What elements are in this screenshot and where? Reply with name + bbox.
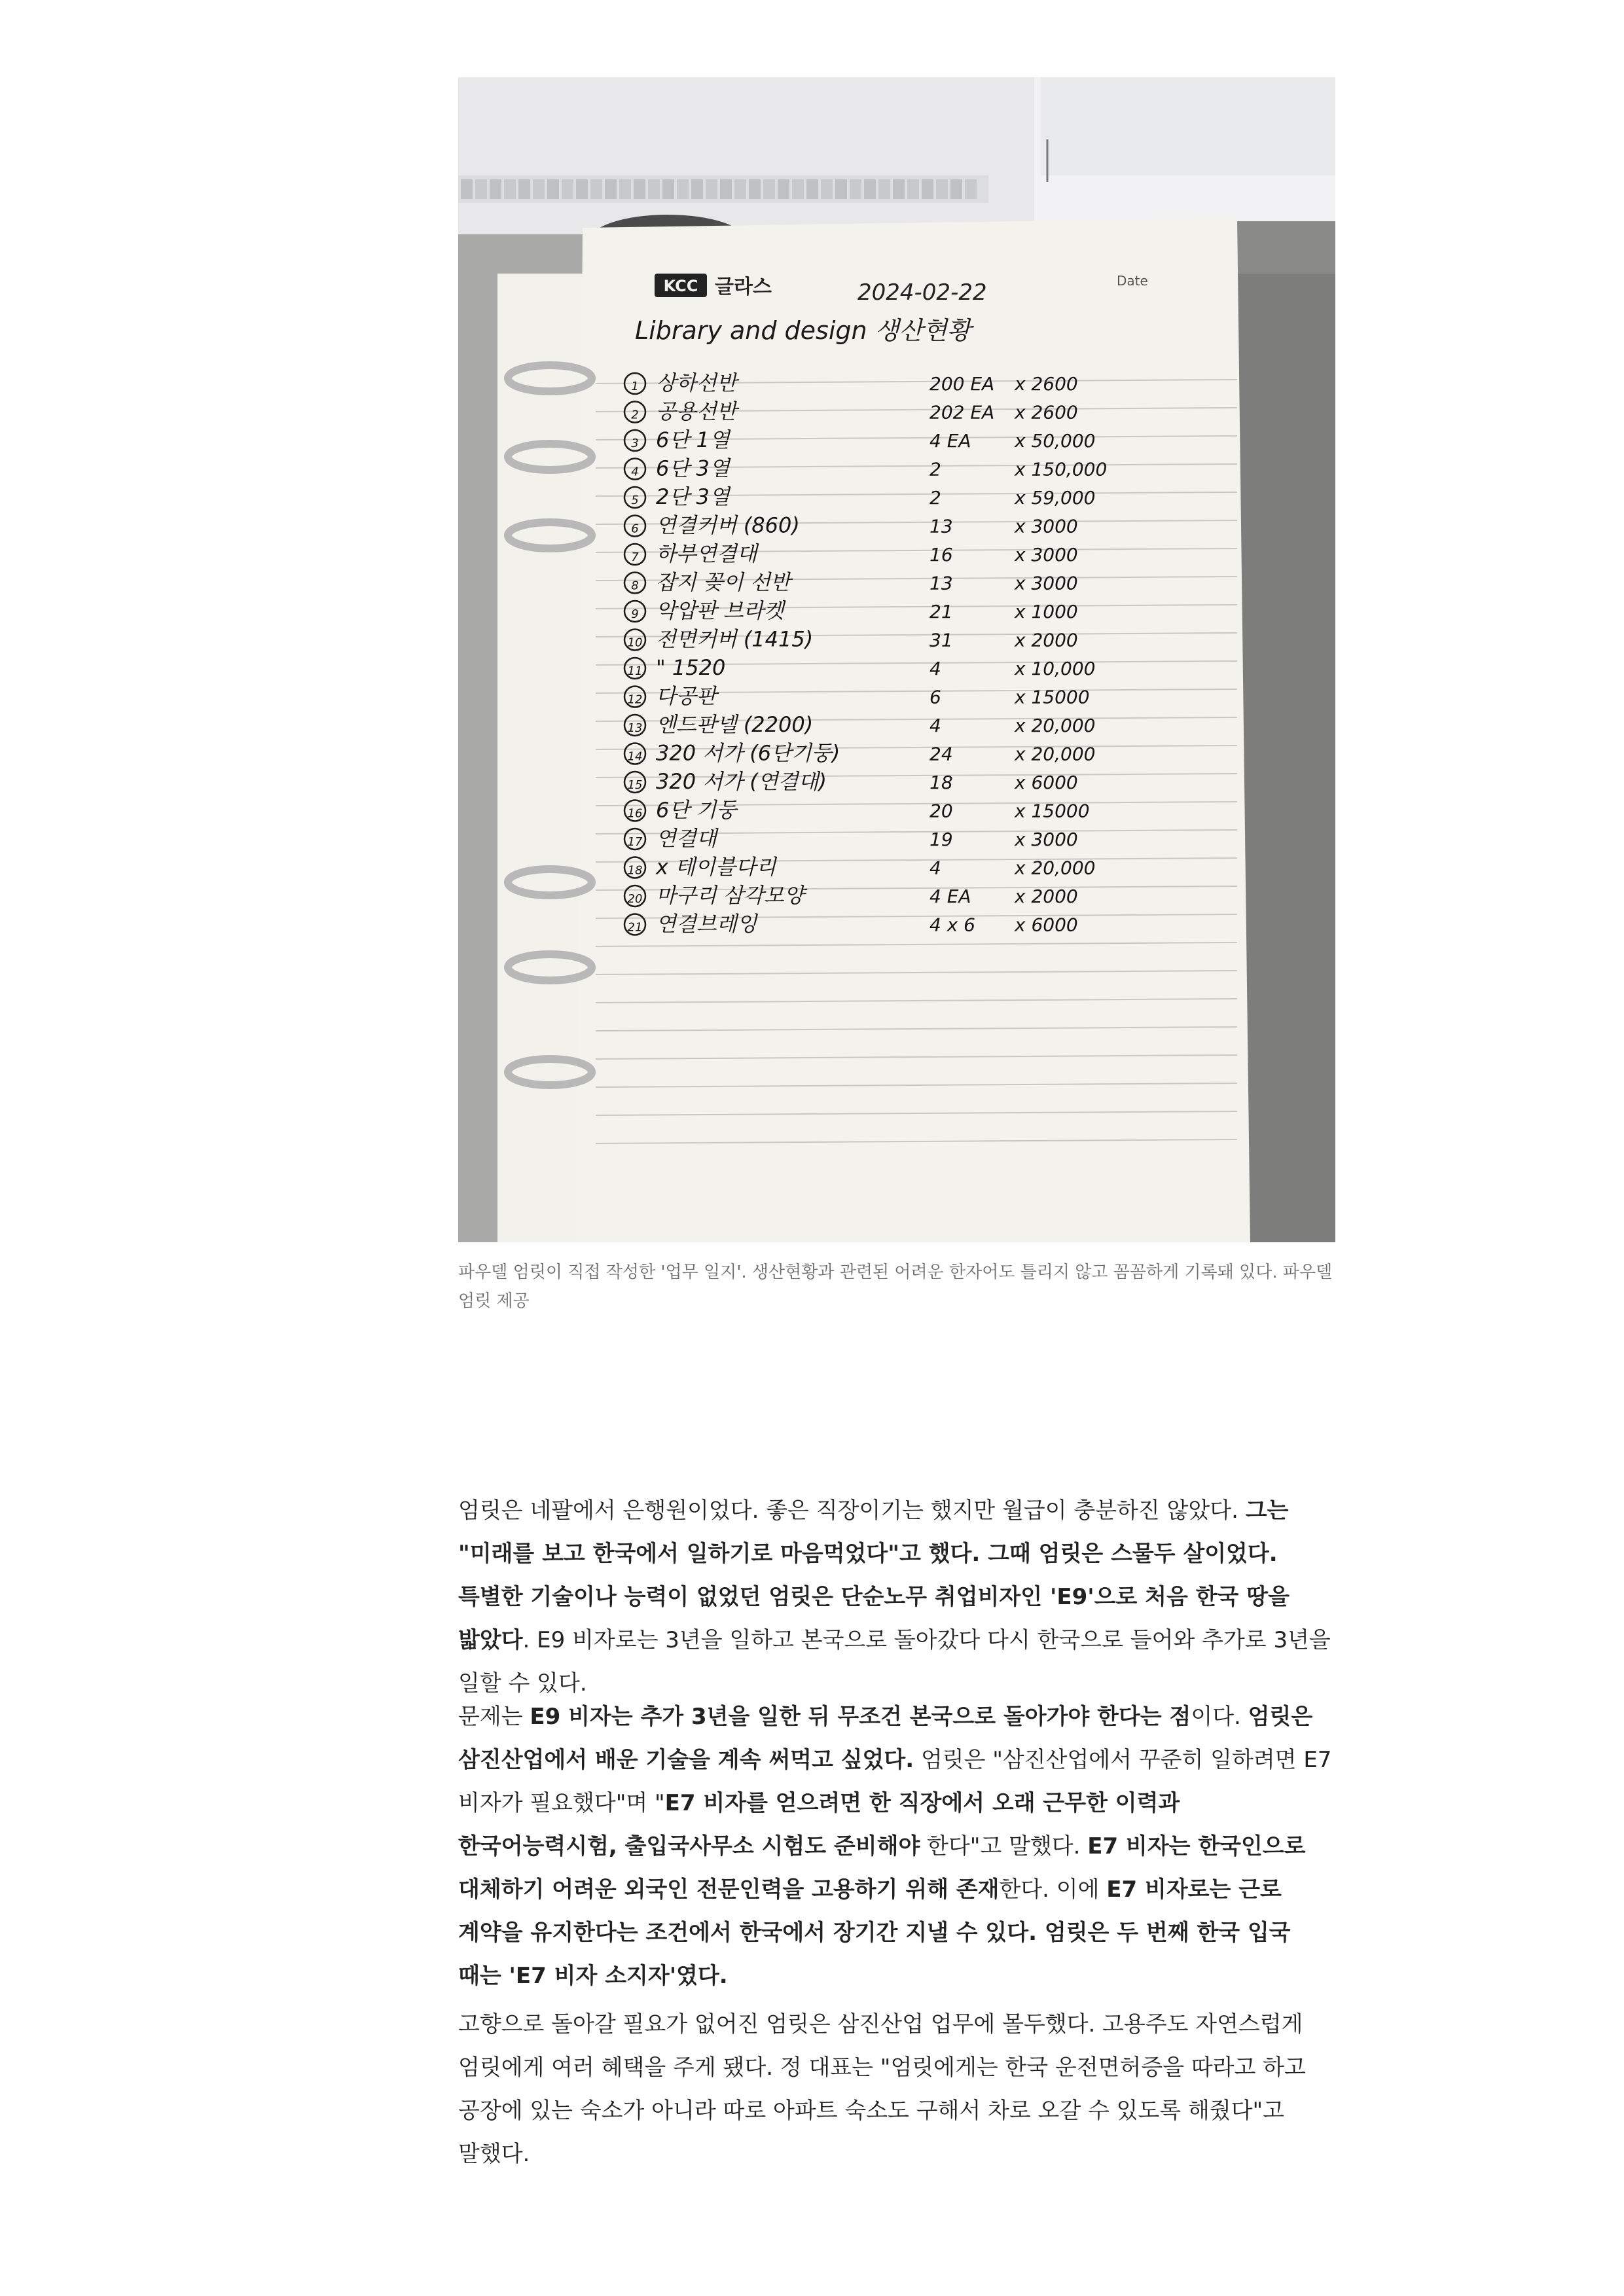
strip-cell [605, 179, 617, 199]
handwritten-price: x 6000 [1015, 772, 1078, 793]
handwritten-item: 전면커버 (1415) [656, 626, 814, 652]
strip-cell [533, 179, 545, 199]
handwritten-price: x 2000 [1015, 629, 1078, 651]
strip-cell [907, 179, 919, 199]
strip-cell [518, 179, 530, 199]
handwritten-price: x 10,000 [1015, 658, 1096, 679]
handwritten-item: 잡지 꽂이 선반 [656, 569, 791, 595]
p2-run: 이다. [1191, 1704, 1248, 1730]
handwritten-item: x 테이블다리 [656, 854, 776, 880]
handwritten-no: 11 [627, 664, 643, 678]
handwritten-price: x 20,000 [1015, 857, 1096, 879]
handwritten-no: 7 [631, 550, 639, 564]
strip-cell [461, 179, 473, 199]
p2-run: 문제는 [458, 1704, 530, 1730]
handwritten-price: x 15000 [1015, 686, 1090, 708]
handwritten-qty: 18 [929, 772, 953, 793]
strip-cell [706, 179, 717, 199]
handwritten-no: 2 [631, 408, 639, 422]
strip-cell [835, 179, 847, 199]
p2-run: E7 비자를 얻으려면 한 직장에서 오래 근무한 이력과 한국어능력시험, 출입국사무소 시험도 준비해야 [458, 1790, 1180, 1859]
handwritten-no: 16 [627, 806, 643, 821]
handwritten-price: x 20,000 [1015, 715, 1096, 736]
handwritten-qty: 19 [929, 829, 953, 850]
p2-run: 한다. 이에 [999, 1876, 1107, 1903]
handwritten-item: 악압판 브라켓 [656, 598, 784, 623]
strip-cell [691, 179, 703, 199]
handwritten-item: 320 서가 (연결대) [656, 769, 827, 794]
handwritten-item: 연결브레잉 [656, 911, 757, 937]
p1-run: . E9 비자로는 3년을 일하고 본국으로 돌아갔다 다시 한국으로 들어와 추가로 3년을 일할 수 있다. [458, 1627, 1331, 1696]
handwritten-price: x 3000 [1015, 515, 1078, 537]
handwritten-qty: 4 [929, 715, 941, 736]
handwritten-price: x 3000 [1015, 572, 1078, 594]
handwritten-no: 9 [631, 607, 639, 621]
strip-cell [504, 179, 516, 199]
handwritten-price: x 3000 [1015, 829, 1078, 850]
left-page [497, 274, 589, 1242]
handwritten-qty: 21 [929, 601, 953, 622]
strip-cell [778, 179, 789, 199]
strip-cell [850, 179, 861, 199]
handwritten-no: 3 [631, 437, 639, 450]
handwritten-no: 1 [631, 380, 639, 393]
kcc-logo-text: KCC [663, 277, 698, 295]
handwritten-no: 12 [627, 692, 643, 707]
p2-run: E7 비자로는 근로 계약을 유지한다는 조건에서 한국에서 장기간 지낼 수 있다. 엄릿은 두 번째 한국 입국 때는 'E7 비자 소지자'였다. [458, 1876, 1291, 1989]
strip-cell [634, 179, 645, 199]
strip-cell [950, 179, 962, 199]
strip-cell [576, 179, 588, 199]
handwritten-qty: 4 EA [929, 886, 971, 907]
handwritten-item: 6단 기둥 [656, 797, 737, 823]
handwritten-qty: 2 [929, 458, 941, 480]
handwritten-price: x 2000 [1015, 886, 1078, 907]
handwritten-price: x 2600 [1015, 401, 1078, 423]
handwritten-item: 하부연결대 [656, 541, 757, 566]
handwritten-qty: 6 [929, 686, 941, 708]
handwritten-item: 320 서가 (6단기둥) [656, 740, 840, 766]
strip-cell [749, 179, 761, 199]
strip-cell [720, 179, 732, 199]
handwritten-item: 상하선반 [656, 370, 737, 395]
notebook-photo [458, 77, 1335, 1242]
p2-run: 한다"고 말했다. [920, 1833, 1088, 1859]
handwritten-item: " 1520 [656, 655, 726, 680]
strip-cell [821, 179, 833, 199]
handwritten-qty: 202 EA [929, 401, 995, 423]
handwritten-qty: 24 [929, 743, 953, 765]
handwritten-price: x 59,000 [1015, 487, 1096, 509]
handwritten-price: x 50,000 [1015, 430, 1096, 452]
handwritten-title: Library and design 생산현황 [635, 316, 971, 345]
handwritten-item: 6단 1열 [656, 427, 730, 452]
handwritten-no: 21 [627, 920, 643, 935]
strip-cell [490, 179, 501, 199]
handwritten-qty: 2 [929, 487, 941, 509]
brand-text: 글라스 [715, 276, 772, 298]
handwritten-item: 2단 3열 [656, 484, 730, 509]
handwritten-qty: 13 [929, 572, 953, 594]
handwritten-qty: 4 x 6 [929, 914, 975, 936]
article-photo [458, 77, 1335, 1242]
strip-cell [922, 179, 933, 199]
handwritten-item: 연결커버 (860) [656, 512, 800, 538]
strip-cell [792, 179, 804, 199]
strip-cell [734, 179, 746, 199]
background-papers [458, 77, 1047, 241]
p2-run: E7 비자는 한국인으로 대체하기 어려운 외국인 전문인력을 고용하기 위해 존재 [458, 1833, 1306, 1903]
handwritten-price: x 3000 [1015, 544, 1078, 565]
handwritten-qty: 13 [929, 515, 953, 537]
handwritten-no: 20 [627, 892, 643, 906]
strip-cell [965, 179, 977, 199]
handwritten-item: 엔드판넬 (2200) [656, 712, 814, 737]
handwritten-item: 6단 3열 [656, 456, 730, 481]
strip-cell [677, 179, 689, 199]
p2-run: 엄릿은 "삼진산업에서 꾸준히 일하려면 E7 비자가 필요했다"며 " [458, 1747, 1332, 1816]
handwritten-no: 15 [627, 778, 643, 792]
handwritten-no: 17 [627, 835, 643, 849]
handwritten-no: 18 [627, 863, 643, 878]
p2-run: 엄릿은 삼진산업에서 배운 기술을 계속 써먹고 싶었다. [458, 1704, 1313, 1773]
strip-cell [475, 179, 487, 199]
handwritten-price: x 150,000 [1015, 458, 1108, 480]
article-paragraph-3 [458, 2003, 1335, 2176]
strip-cell [878, 179, 890, 199]
p1-run: 엄릿은 네팔에서 은행원이었다. 좋은 직장이기는 했지만 월급이 충분하진 않았다. [458, 1498, 1246, 1524]
strip-cell [590, 179, 602, 199]
handwritten-qty: 20 [929, 800, 953, 822]
handwritten-no: 6 [631, 522, 639, 536]
strip-cell [864, 179, 876, 199]
strip-cell [662, 179, 674, 199]
handwritten-no: 14 [627, 749, 643, 764]
p2-run: E9 비자는 추가 3년을 일한 뒤 무조건 본국으로 돌아가야 한다는 점 [530, 1704, 1191, 1730]
handwritten-item: 다공판 [656, 683, 717, 709]
article-paragraph-2 [458, 1695, 1335, 1998]
handwritten-price: x 2600 [1015, 373, 1078, 395]
handwritten-no: 10 [627, 636, 643, 650]
handwritten-qty: 4 [929, 658, 941, 679]
strip-cell [806, 179, 818, 199]
handwritten-price: x 15000 [1015, 800, 1090, 822]
handwritten-item: 공용선반 [656, 399, 737, 424]
strip-cell [619, 179, 631, 199]
date-label: Date [1117, 273, 1148, 289]
handwritten-price: x 20,000 [1015, 743, 1096, 765]
strip-cell [763, 179, 775, 199]
handwritten-qty: 200 EA [929, 373, 995, 395]
handwritten-item: 마구리 삼각모양 [656, 883, 804, 908]
p1-run: 그는 "미래를 보고 한국에서 일하기로 마음먹었다"고 했다. 그때 엄릿은 스물두 살이었다. 특별한 기술이나 능력이 없었던 엄릿은 단순노무 취업비자인 'E9'으로 처음 한국 땅을 밟았다 [458, 1498, 1290, 1653]
handwritten-qty: 4 [929, 857, 941, 879]
handwritten-price: x 6000 [1015, 914, 1078, 936]
handwritten-item: 연결대 [656, 826, 717, 851]
handwritten-qty: 31 [929, 629, 953, 651]
p3-run: 고향으로 돌아갈 필요가 없어진 엄릿은 삼진산업 업무에 몰두했다. 고용주도 자연스럽게 엄릿에게 여러 혜택을 주게 됐다. 정 대표는 "엄릿에게는 한국 운전면허증을 따라고 하고 공장에 있는 숙소가 아니라 따로 아파트 숙소도 구해서 차로 오갈 수 있도록 해줬다"고 말했다. [458, 2011, 1306, 2167]
handwritten-price: x 1000 [1015, 601, 1078, 622]
strip-cell [936, 179, 948, 199]
handwritten-no: 13 [627, 721, 643, 735]
strip-cell [562, 179, 573, 199]
strip-cell [893, 179, 905, 199]
article-paragraph-1 [458, 1489, 1335, 1705]
handwritten-qty: 16 [929, 544, 953, 565]
handwritten-no: 5 [631, 493, 639, 507]
handwritten-no: 8 [631, 579, 639, 593]
strip-cell [547, 179, 559, 199]
handwritten-no: 4 [631, 465, 639, 479]
photo-caption: 파우델 엄릿이 직접 작성한 '업무 일지'. 생산현황과 관련된 어려운 한자어도 틀리지 않고 꼼꼼하게 기록돼 있다. 파우델 엄릿 제공 [458, 1263, 1333, 1311]
handwritten-date: 2024-02-22 [857, 279, 987, 306]
handwritten-qty: 4 EA [929, 430, 971, 452]
strip-cell [648, 179, 660, 199]
